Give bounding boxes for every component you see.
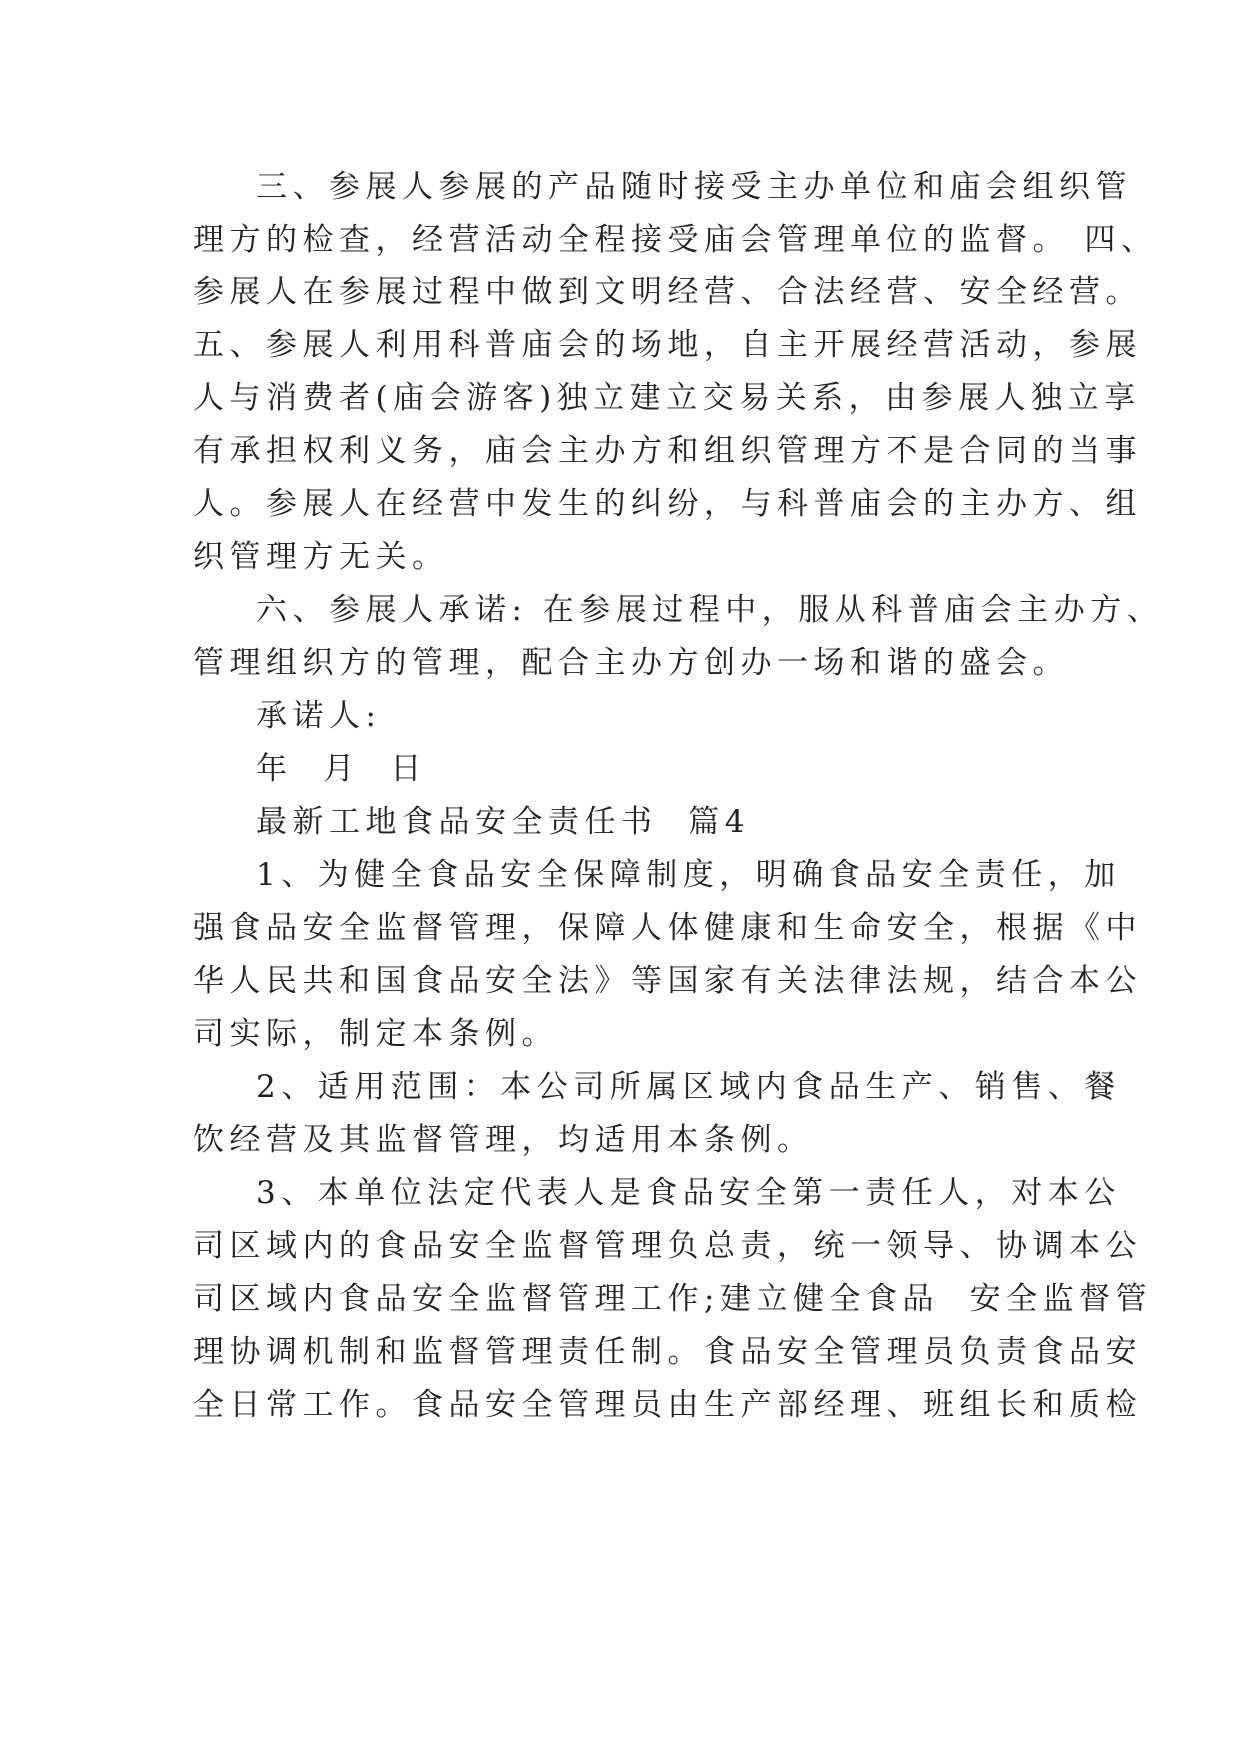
paragraph-line: 理协调机制和监督管理责任制。食品安全管理员负责食品安 <box>193 1334 1142 1370</box>
paragraph-line: 2、适用范围：本公司所属区域内食品生产、销售、餐 <box>256 1069 1121 1105</box>
paragraph-line: 参展人在参展过程中做到文明经营、合法经营、安全经营。 <box>193 274 1142 310</box>
paragraph-line: 理方的检查，经营活动全程接受庙会管理单位的监督。 四、 <box>193 222 1158 258</box>
date-line: 年 月 日 <box>256 751 427 787</box>
paragraph-line: 1、为健全食品安全保障制度，明确食品安全责任，加 <box>256 857 1121 893</box>
paragraph-line: 五、参展人利用科普庙会的场地，自主开展经营活动，参展 <box>193 327 1142 363</box>
paragraph-line: 司区域内的食品安全监督管理负总责，统一领导、协调本公 <box>193 1228 1142 1264</box>
paragraph-line: 司区域内食品安全监督管理工作;建立健全食品 安全监督管 <box>193 1281 1153 1317</box>
paragraph-line: 人与消费者(庙会游客)独立建立交易关系，由参展人独立享 <box>193 380 1141 416</box>
paragraph-line: 司实际，制定本条例。 <box>193 1016 558 1052</box>
paragraph-line: 有承担权利义务，庙会主办方和组织管理方不是合同的当事 <box>193 433 1142 469</box>
paragraph-line: 六、参展人承诺: 在参展过程中，服从科普庙会主办方、 <box>256 592 1164 628</box>
section-heading: 最新工地食品安全责任书 篇4 <box>256 804 750 840</box>
paragraph-line: 3、本单位法定代表人是食品安全第一责任人，对本公 <box>256 1175 1121 1211</box>
paragraph-line: 饮经营及其监督管理，均适用本条例。 <box>193 1122 814 1158</box>
paragraph-line: 三、参展人参展的产品随时接受主办单位和庙会组织管 <box>256 169 1132 205</box>
paragraph-line: 管理组织方的管理，配合主办方创办一场和谐的盛会。 <box>193 645 1069 681</box>
paragraph-line: 全日常工作。食品安全管理员由生产部经理、班组长和质检 <box>193 1387 1142 1423</box>
paragraph-line: 强食品安全监督管理，保障人体健康和生命安全，根据《中 <box>193 910 1142 946</box>
paragraph-line: 人。参展人在经营中发生的纠纷，与科普庙会的主办方、组 <box>193 486 1142 522</box>
signatory-label: 承诺人: <box>256 698 382 734</box>
paragraph-line: 华人民共和国食品安全法》等国家有关法律法规，结合本公 <box>193 963 1142 999</box>
paragraph-line: 织管理方无关。 <box>193 539 449 575</box>
